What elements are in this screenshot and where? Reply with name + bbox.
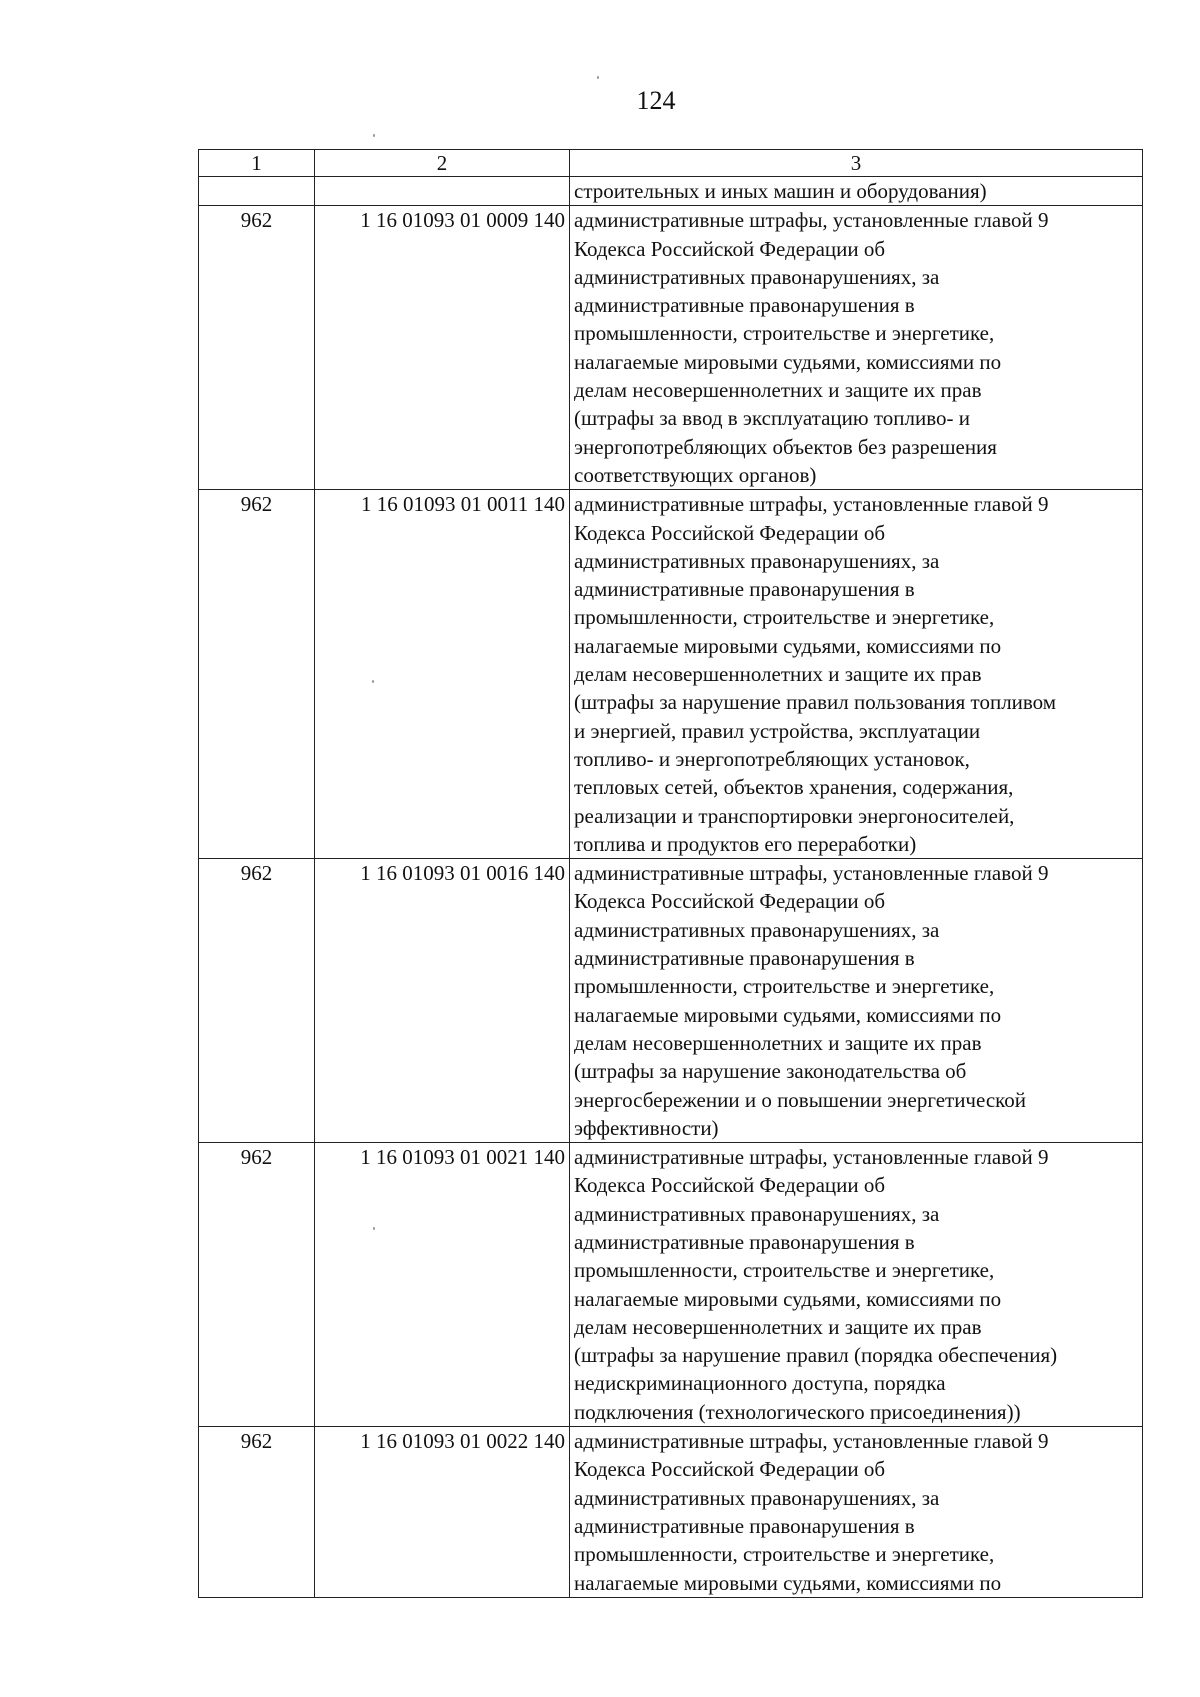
page-number: 124 <box>636 86 676 115</box>
table-body <box>199 177 1143 1598</box>
column-header-3: 3 <box>570 150 1143 177</box>
column-header-1: 1 <box>199 150 315 177</box>
description-cell: административные штрафы, установленные главой 9 Кодекса Российской Федерации об административных правонарушениях, за административные правонарушения в промышленности, строительстве и энергетике, налагаемые мировыми судьями, комиссиями по делам несовершеннолетних и защите их прав (штрафы за нарушение правил пользования топливом и энергией, правил устройства, эксплуатации топливо- и энергопотребляющих установок, тепловых сетей, объектов хранения, содержания, реализации и транспортировки энергоносителей, топлива и продуктов его переработки) <box>570 490 1143 859</box>
description-cell: административные штрафы, установленные главой 9 Кодекса Российской Федерации об административных правонарушениях, за административные правонарушения в промышленности, строительстве и энергетике, налагаемые мировыми судьями, комиссиями по делам несовершеннолетних и защите их прав (штрафы за нарушение законодательства об энергосбережении и о повышении энергетической эффективности) <box>570 859 1143 1143</box>
admin-code-cell: 962 <box>199 1427 315 1598</box>
table-row <box>199 177 1143 206</box>
description-cell: административные штрафы, установленные главой 9 Кодекса Российской Федерации об административных правонарушениях, за административные правонарушения в промышленности, строительстве и энергетике, налагаемые мировыми судьями, комиссиями по делам несовершеннолетних и защите их прав (штрафы за ввод в эксплуатацию топливо- и энергопотребляющих объектов без разрешения соответствующих органов) <box>570 206 1143 490</box>
admin-code-cell: 962 <box>199 1143 315 1427</box>
budget-code-cell: 1 16 01093 01 0022 140 <box>315 1427 570 1598</box>
budget-code-cell: 1 16 01093 01 0009 140 <box>315 206 570 490</box>
budget-codes-table <box>198 149 1143 1598</box>
scan-speck <box>372 680 374 683</box>
table-row <box>199 1427 1143 1598</box>
budget-code-cell <box>315 177 570 206</box>
budget-code-cell: 1 16 01093 01 0021 140 <box>315 1143 570 1427</box>
table-row <box>199 490 1143 859</box>
scan-speck <box>373 134 375 137</box>
description-cell: строительных и иных машин и оборудования) <box>570 177 1143 206</box>
scan-speck <box>597 76 599 79</box>
description-cell: административные штрафы, установленные главой 9 Кодекса Российской Федерации об административных правонарушениях, за административные правонарушения в промышленности, строительстве и энергетике, налагаемые мировыми судьями, комиссиями по <box>570 1427 1143 1598</box>
table-header <box>199 150 1143 177</box>
admin-code-cell <box>199 177 315 206</box>
scan-speck <box>373 1227 375 1230</box>
budget-code-cell: 1 16 01093 01 0011 140 <box>315 490 570 859</box>
table-header-row <box>199 150 1143 177</box>
admin-code-cell: 962 <box>199 490 315 859</box>
table-row <box>199 206 1143 490</box>
table-row <box>199 859 1143 1143</box>
budget-code-cell: 1 16 01093 01 0016 140 <box>315 859 570 1143</box>
table-row <box>199 1143 1143 1427</box>
admin-code-cell: 962 <box>199 206 315 490</box>
admin-code-cell: 962 <box>199 859 315 1143</box>
column-header-2: 2 <box>315 150 570 177</box>
description-cell: административные штрафы, установленные главой 9 Кодекса Российской Федерации об административных правонарушениях, за административные правонарушения в промышленности, строительстве и энергетике, налагаемые мировыми судьями, комиссиями по делам несовершеннолетних и защите их прав (штрафы за нарушение правил (порядка обеспечения) недискриминационного доступа, порядка подключения (технологического присоединения)) <box>570 1143 1143 1427</box>
